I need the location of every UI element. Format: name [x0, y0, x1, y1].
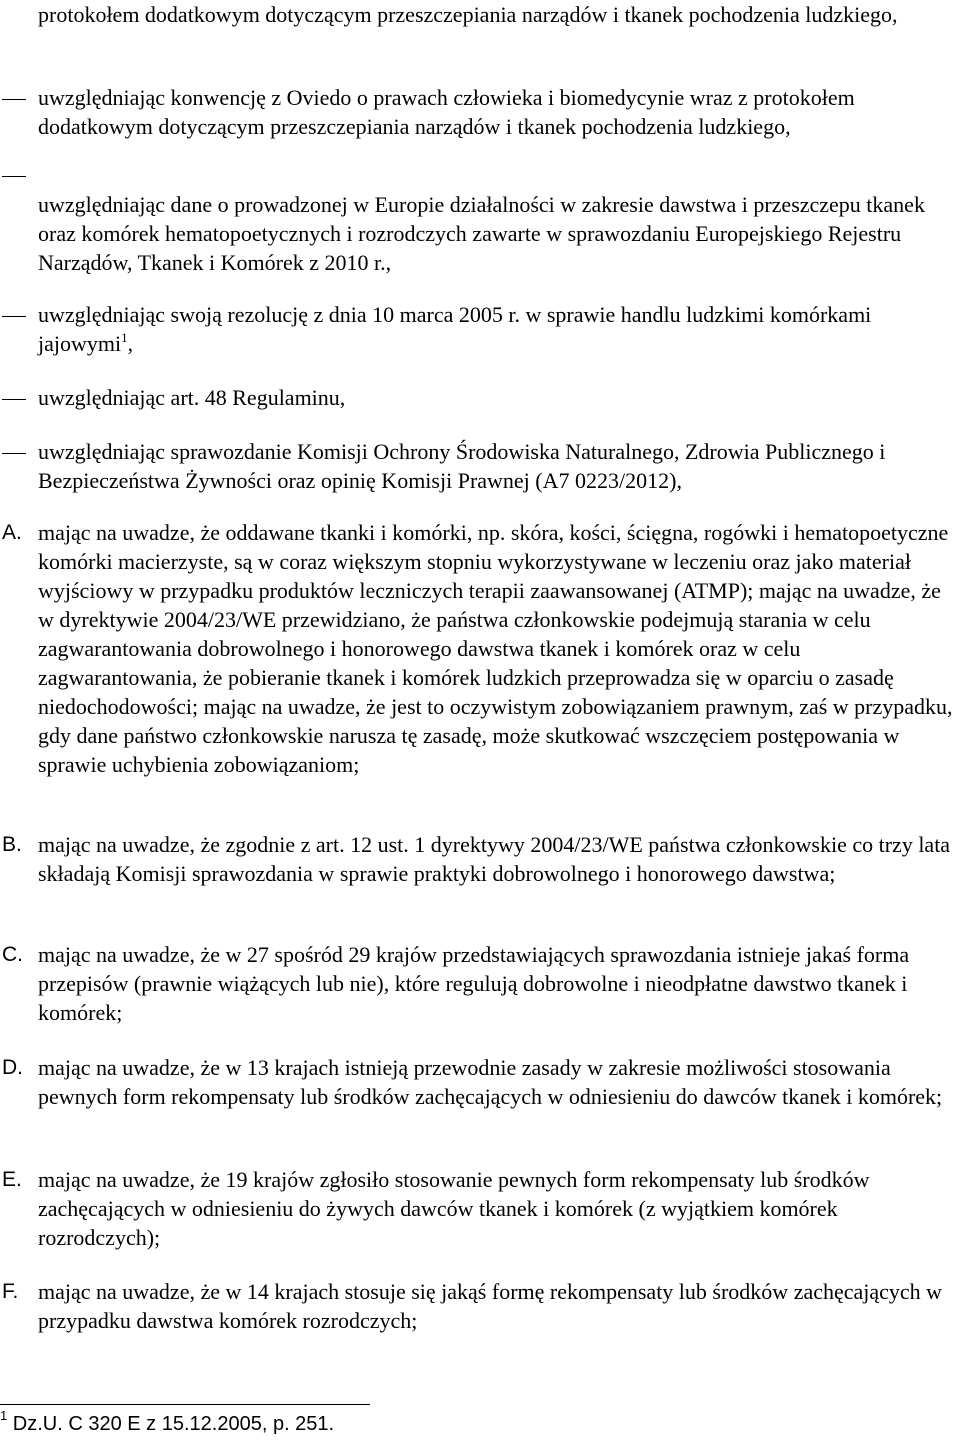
recital-text: mając na uwadze, że w 13 krajach istnieją przewodnie zasady w zakresie możliwości stosowania pewnych form rekompensaty lub środków zachęcających w odniesieniu do dawców tkanek i komórek;: [38, 1055, 943, 1109]
citation-text: uwzględniając swoją rezolucję z dnia 10 marca 2005 r. w sprawie handlu ludzkimi komórkami jajowymi: [38, 302, 872, 356]
citation-continuation: [38, 0, 960, 29]
recital-text: mając na uwadze, że zgodnie z art. 12 ust. 1 dyrektywy 2004/23/WE państwa członkowskie co trzy lata składają Komisji sprawozdania w sprawie praktyki dobrowolnego i honorowego dawstwa;: [38, 832, 951, 886]
recital-letter: F.: [2, 1280, 19, 1303]
recital-text: mając na uwadze, że w 14 krajach stosuje się jakąś formę rekompensaty lub środków zachęcających w przypadku dawstwa komórek rozrodczych;: [38, 1279, 943, 1333]
dash-bullet-icon: [2, 399, 26, 400]
dash-bullet-icon: [2, 453, 26, 454]
dash-bullet-icon: [2, 176, 26, 177]
recital-text: mając na uwadze, że 19 krajów zgłosiło stosowanie pewnych form rekompensaty lub środków zachęcających w odniesieniu do żywych dawców tkanek i komórek (z wyjątkiem komórek rozrodczych);: [38, 1167, 870, 1250]
citation-tail: ,: [127, 331, 134, 356]
citation-text: uwzględniając sprawozdanie Komisji Ochrony Środowiska Naturalnego, Zdrowia Publicznego i Bezpieczeństwa Żywności oraz opinię Komisji Prawnej (A7 0223/2012),: [38, 439, 886, 493]
recital-letter: D.: [2, 1056, 23, 1079]
recital-text: mając na uwadze, że oddawane tkanki i komórki, np. skóra, kości, ścięgna, rogówki i hematopoetyczne komórki macierzyste, są w coraz większym stopniu wykorzystywane w leczeniu oraz jako materiał wyjściowy w przypadku produktów leczniczych terapii zaawansowanej (ATMP); mając na uwadze, że w dyrektywie 2004/23/WE przewidziano, że państwa członkowskie podejmują starania w celu zagwarantowania dobrowolnego i honorowego dawstwa tkanek i komórek oraz w celu zagwarantowania, że pobieranie tkanek i komórek ludzkich przeprowadza się w oparciu o zasadę niedochodowości; mając na uwadze, że jest to oczywistym zobowiązaniem prawnym, zaś w przypadku, gdy dane państwo członkowskie narusza tę zasadę, może skutkować wszczęciem postępowania w sprawie uchybienia zobowiązaniom;: [38, 520, 953, 777]
dash-bullet-icon: [2, 99, 26, 100]
footnote-separator: [0, 1404, 370, 1405]
recital-letter: E.: [2, 1168, 22, 1191]
citation-text: uwzględniając dane o prowadzonej w Europie działalności w zakresie dawstwa i przeszczepu tkanek oraz komórek hematopoetycznych i rozrodczych zawarte w sprawozdaniu Europejskiego Rejestru Narządów, Tkanek i Komórek z 2010 r.,: [38, 192, 925, 275]
recital-letter: C.: [2, 943, 23, 966]
recital-text: mając na uwadze, że w 27 spośród 29 krajów przedstawiających sprawozdania istnieje jakaś forma przepisów (prawnie wiążących lub nie), które regulują dobrowolne i nieodpłatne dawstwo tkanek i komórek;: [38, 942, 910, 1025]
footnote: [0, 1410, 334, 1438]
citation-continuation-text: protokołem dodatkowym dotyczącym przeszczepiania narządów i tkanek pochodzenia ludzkiego,: [38, 2, 898, 27]
footnote-reference[interactable]: 1: [121, 330, 128, 345]
citation-text: uwzględniając art. 48 Regulaminu,: [38, 385, 346, 410]
citation-with-footnote: [38, 300, 960, 358]
recital-letter: A.: [2, 521, 22, 544]
recital-letter: B.: [2, 833, 22, 856]
footnote-number: 1: [0, 1408, 8, 1423]
citation-text: uwzględniając konwencję z Oviedo o prawach człowieka i biomedycynie wraz z protokołem dodatkowym dotyczącym przeszczepiania narządów i tkanek pochodzenia ludzkiego,: [38, 85, 855, 139]
footnote-text: Dz.U. C 320 E z 15.12.2005, p. 251.: [12, 1413, 335, 1435]
dash-bullet-icon: [2, 316, 26, 317]
